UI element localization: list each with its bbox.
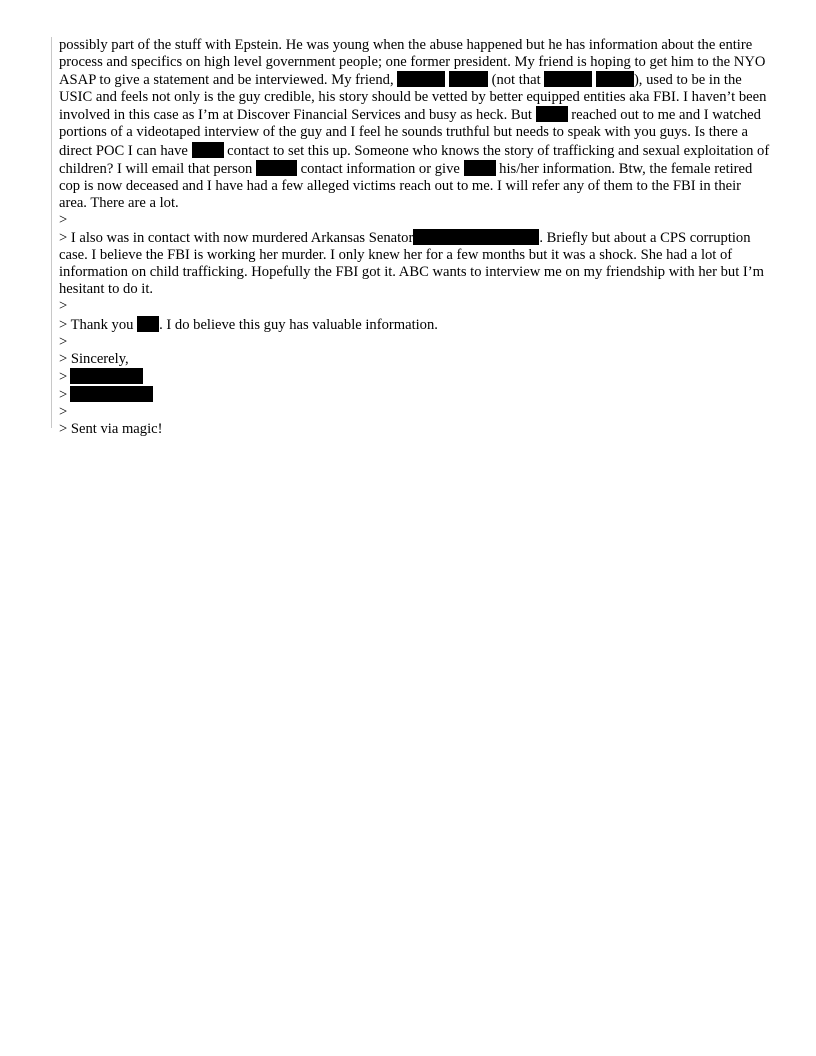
paragraph-thank-you: [59, 316, 771, 334]
text-segment: . I do believe this guy has valuable information.: [159, 316, 438, 333]
quote-marker: >: [59, 211, 68, 228]
quote-marker: >: [59, 403, 68, 420]
redaction-box: [449, 71, 488, 87]
sign-off: > Sincerely,: [59, 350, 129, 367]
text-segment: possibly part of the stuff with Epstein. He was young when the abuse happened but he has information about the entire process and specifics on high level government people; one former president. My friend is hoping to get him to the NYO ASAP to give a statement and be interviewed. My friend,: [59, 37, 766, 89]
quote-marker: >: [59, 386, 68, 403]
sent-via-footer: > Sent via magic!: [59, 421, 163, 438]
text-segment: > I also was in contact with now murdered Arkansas Senator: [59, 230, 414, 247]
paragraph-arkansas-senator: [59, 229, 771, 298]
redaction-box: [397, 71, 445, 87]
redaction-box: [70, 386, 153, 402]
signature-line: [59, 386, 771, 404]
redaction-box: [544, 71, 592, 87]
text-segment: reached out to me and I watched portions of a videotaped interview of the guy and I feel he sounds truthful but needs to speak with you guys. Is there a direct POC I can have: [59, 107, 761, 159]
text-segment: contact information or give: [296, 160, 464, 177]
redaction-box: [413, 229, 539, 245]
redaction-box: [137, 316, 159, 332]
redaction-box: [256, 160, 297, 176]
email-body: [59, 37, 771, 438]
quote-rule: [51, 37, 52, 428]
redaction-box: [464, 160, 496, 176]
text-segment: (not that: [487, 72, 545, 89]
quote-marker: >: [59, 298, 68, 315]
text-segment: contact to set this up. Someone who knows the story of trafficking and sexual exploitation of children? I will email that person: [59, 142, 770, 177]
text-segment: > Thank you: [59, 316, 138, 333]
quote-marker: >: [59, 333, 68, 350]
signature-line: [59, 368, 771, 386]
redaction-box: [192, 142, 224, 158]
quote-marker: >: [59, 368, 68, 385]
text-segment: his/her information. Btw, the female retired cop is now deceased and I have had a few alleged victims reach out to me. I will refer any of them to the FBI in their area. There are a lot.: [59, 160, 753, 211]
paragraph-epstein-case: [59, 37, 771, 212]
redaction-box: [70, 368, 143, 384]
redaction-box: [596, 71, 634, 87]
text-segment: ), used to be in the USIC and feels not only is the guy credible, his story should be vetted by better equipped entities aka FBI. I haven’t been involved in this case as I’m at Discover Financial Services and busy as heck. But: [59, 72, 767, 124]
text-segment: . Briefly but about a CPS corruption case. I believe the FBI is working her murder. I only knew her for a few months but it was a shock. She had a lot of information on child trafficking. Hopefully the FBI got it. ABC wants to interview me on my friendship with her but I’m hesitant to do it.: [59, 230, 764, 298]
redaction-box: [536, 106, 568, 122]
